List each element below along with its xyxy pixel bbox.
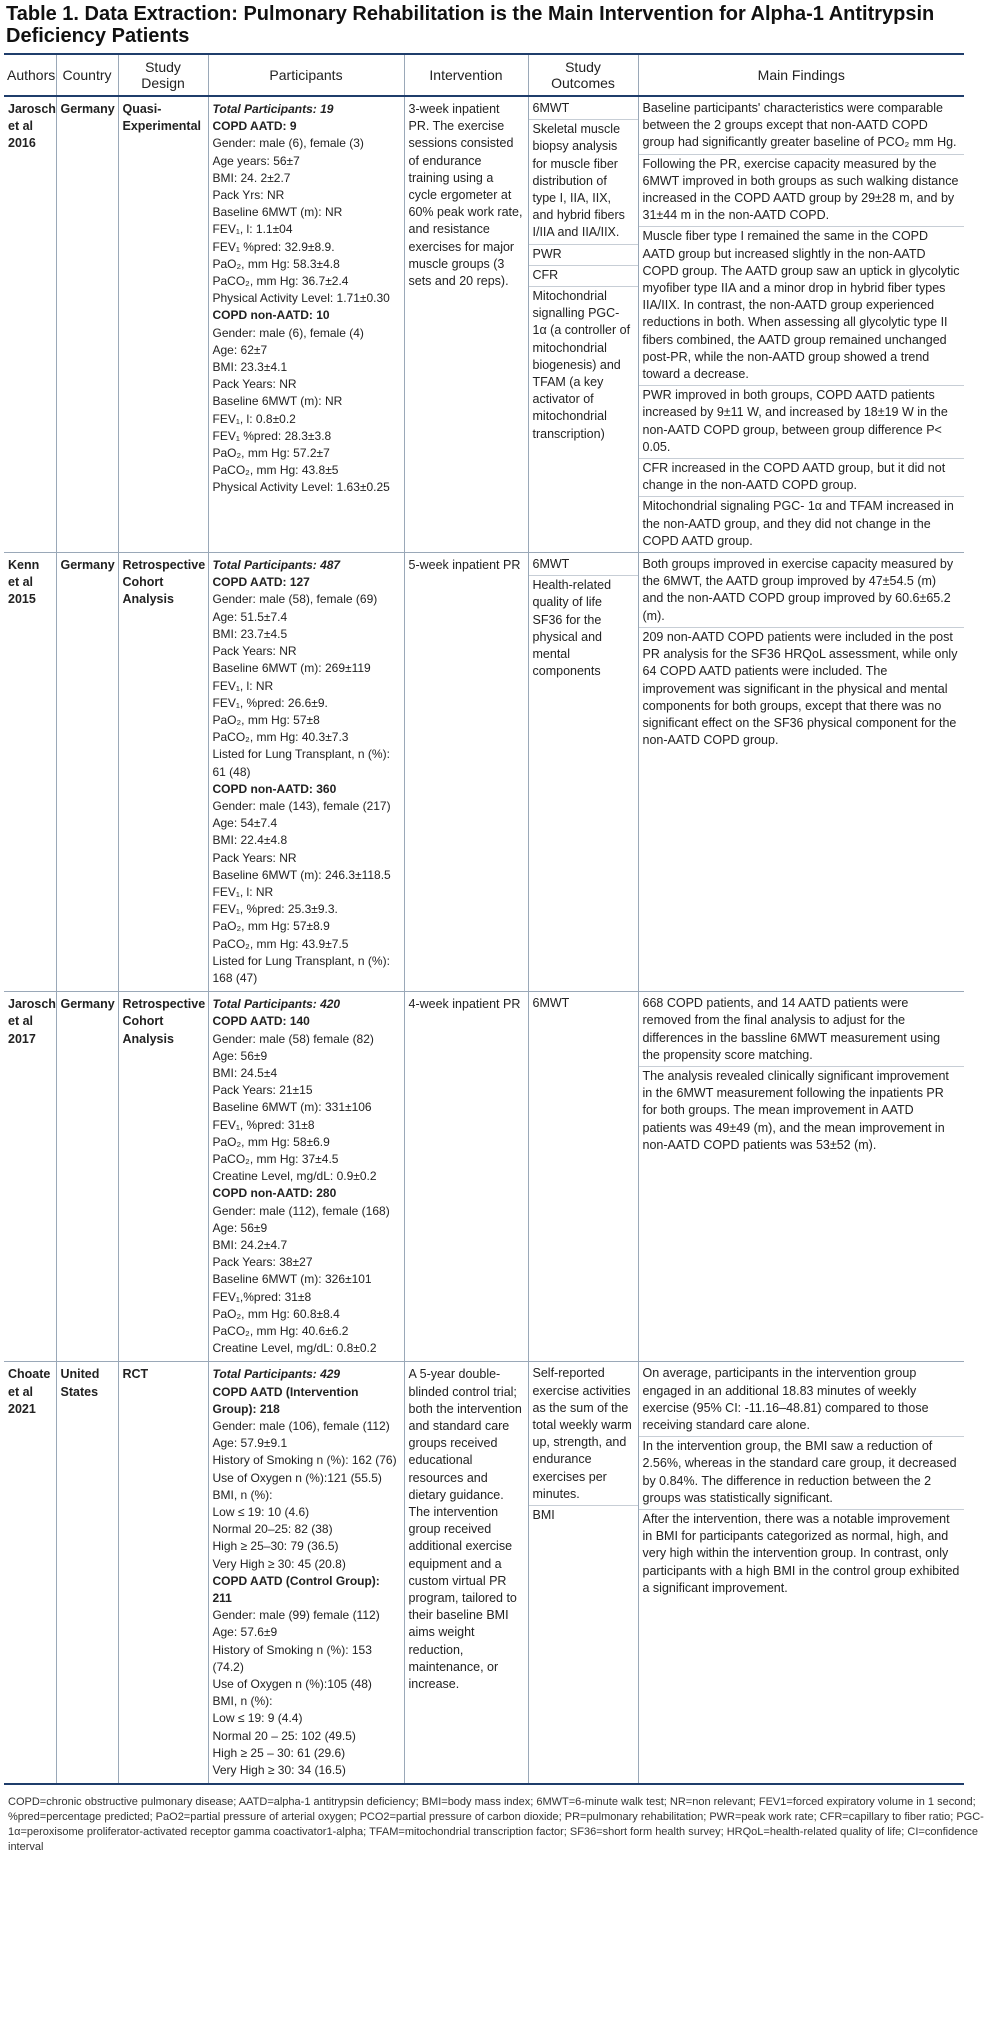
participants-line: PaCO₂, mm Hg: 40.3±7.3: [212, 730, 349, 745]
finding-item: Muscle fiber type I remained the same in the COPD AATD group but increased slightly in the non-AATD COPD group. The AATD group saw an uptick in glycolytic myofiber type IIA and a minor drop in hybrid fiber types IIA/IIX. In contrast, the non-AATD group experienced reductions in both. When assessing all glycolytic type II fibers combined, the AATD group remained unchanged post-PR, while the non-AATD group showed a trend toward a decrease.: [639, 227, 965, 386]
participants-line: Physical Activity Level: 1.63±0.25: [212, 480, 390, 495]
table-row: [4, 553, 964, 992]
finding-item: In the intervention group, the BMI saw a reduction of 2.56%, whereas in the standard care group, it decreased by 0.84%. The difference in reduction between the 2 groups was statistically significant.: [639, 1437, 965, 1510]
participants-line: BMI: 23.7±4.5: [212, 626, 288, 641]
header-main-findings: Main Findings: [638, 54, 964, 96]
cell-intervention: 5-week inpatient PR: [404, 553, 528, 992]
participants-total: Total Participants: 19: [212, 102, 334, 116]
cell-participants: [208, 1362, 404, 1784]
outcome-item: 6MWT: [529, 99, 638, 120]
participants-line: FEV₁, %pred: 25.3±9.3.: [212, 902, 338, 917]
participants-line: FEV₁, l: 0.8±0.2: [212, 411, 296, 426]
participants-line: Baseline 6MWT (m): NR: [212, 205, 343, 220]
participants-line: Creatine Level, mg/dL: 0.8±0.2: [212, 1341, 377, 1356]
outcome-item: Mitochondrial signalling PGC-1α (a controller of mitochondrial biogenesis) and TFAM (a key activator of mitochondrial transcription): [532, 289, 631, 441]
participants-line: FEV₁, l: 1.1±04: [212, 222, 293, 237]
table-title: Table 1. Data Extraction: Pulmonary Rehabilitation is the Main Intervention for Alpha-1 Antitrypsin Deficiency Patients: [6, 3, 935, 47]
participants-line: Pack Years: 38±27: [212, 1255, 313, 1270]
outcome-item: PWR: [529, 245, 638, 266]
participants-line: High ≥ 25–30: 79 (36.5): [212, 1539, 339, 1554]
participants-line: PaO₂, mm Hg: 58.3±4.8: [212, 256, 340, 271]
participants-line: Very High ≥ 30: 45 (20.8): [212, 1556, 346, 1571]
participants-line: BMI: 24.2±4.7: [212, 1238, 288, 1252]
participants-line: BMI: 23.3±4.1: [212, 360, 288, 375]
participants-line: Gender: male (6), female (3): [212, 136, 364, 151]
participants-group: COPD AATD: 127: [212, 575, 310, 590]
participants-line: Pack Yrs: NR: [212, 188, 285, 203]
cell-study-design: RCT: [118, 1362, 208, 1784]
cell-study-outcomes: [528, 553, 638, 992]
participants-line: Baseline 6MWT (m): NR: [212, 394, 343, 409]
participants-line: Normal 20 – 25: 102 (49.5): [212, 1728, 356, 1743]
cell-intervention: A 5-year double-blinded control trial; both the intervention and standard care groups received educational resources and dietary guidance. The intervention group received additional exercise equipment and a custom virtual PR program, tailored to their baseline BMI aims weight reduction, maintenance, or increase.: [404, 1362, 528, 1784]
participants-line: Very High ≥ 30: 34 (16.5): [212, 1763, 346, 1778]
cell-main-findings: [638, 992, 964, 1362]
participants-line: Age years: 56±7: [212, 153, 300, 168]
finding-item: On average, participants in the intervention group engaged in an additional 18.83 minutes of weekly exercise (95% CI: -11.16–48.81) compared to those receiving standard care alone.: [639, 1364, 965, 1437]
participants-line: Age: 57.9±9.1: [212, 1436, 288, 1451]
finding-item: After the intervention, there was a notable improvement in BMI for participants categorized as normal, high, and very high within the intervention group. In contrast, only participants with a high BMI in the control group exhibited a significant improvement.: [642, 1512, 960, 1595]
cell-country: Germany: [56, 96, 118, 553]
participants-line: FEV₁, l: NR: [212, 678, 274, 693]
header-study-outcomes: Study Outcomes: [528, 54, 638, 96]
participants-line: Gender: male (6), female (4): [212, 325, 364, 340]
participants-line: FEV₁, %pred: 26.6±9.: [212, 695, 328, 710]
outcome-item: 6MWT: [532, 996, 570, 1011]
cell-participants: [208, 553, 404, 992]
cell-study-outcomes: [528, 992, 638, 1362]
header-row: [4, 54, 964, 96]
participants-line: PaO₂, mm Hg: 57±8: [212, 712, 320, 727]
finding-item: 209 non-AATD COPD patients were included in the post PR analysis for the SF36 HRQoL assessment, while only 64 COPD AATD patients were included. The improvement was significant in the physical and mental components for both groups, except that there was no significant effect on the SF36 physical component for the non-AATD COPD group.: [642, 629, 958, 748]
cell-country: Germany: [56, 553, 118, 992]
cell-authors: Kenn et al 2015: [4, 553, 56, 992]
participants-line: FEV₁ %pred: 32.9±8.9.: [212, 239, 335, 254]
header-participants: Participants: [208, 54, 404, 96]
participants-line: FEV₁,%pred: 31±8: [212, 1289, 312, 1304]
participants-line: BMI, n (%):: [212, 1694, 273, 1709]
participants-line: Creatine Level, mg/dL: 0.9±0.2: [212, 1169, 377, 1184]
participants-group: COPD non-AATD: 360: [212, 781, 337, 796]
outcome-item: Skeletal muscle biopsy analysis for muscle fiber distribution of type I, IIA, IIX, and hybrid fibers I/IIA and IIA/IIX.: [529, 120, 638, 244]
participants-line: Age: 62±7: [212, 342, 268, 357]
header-intervention: Intervention: [404, 54, 528, 96]
participants-line: Gender: male (58), female (69): [212, 592, 378, 607]
participants-line: FEV₁ %pred: 28.3±3.8: [212, 428, 332, 443]
participants-group: COPD AATD: 140: [212, 1014, 310, 1029]
cell-intervention: 4-week inpatient PR: [404, 992, 528, 1362]
outcome-item: Health-related quality of life SF36 for the physical and mental components: [532, 578, 612, 679]
cell-study-outcomes: [528, 96, 638, 553]
participants-line: Gender: male (99) female (112): [212, 1608, 380, 1623]
cell-main-findings: [638, 96, 964, 553]
participants-line: Low ≤ 19: 9 (4.4): [212, 1711, 303, 1726]
finding-item: PWR improved in both groups, COPD AATD patients increased by 9±11 W, and increased by 18±19 W in the non-AATD COPD group, between group difference P< 0.05.: [639, 386, 965, 459]
participants-group: COPD non-AATD: 10: [212, 308, 330, 323]
participants-group: COPD AATD (Intervention Group): 218: [212, 1384, 359, 1416]
outcome-item: CFR: [529, 266, 638, 287]
header-authors: Authors: [4, 54, 56, 96]
participants-line: Age: 51.5±7.4: [212, 609, 288, 624]
table-footnote: COPD=chronic obstructive pulmonary disease; AATD=alpha-1 antitrypsin deficiency; BMI=body mass index; 6MWT=6-minute walk test; NR=non relevant; FEV1=forced expiratory volume in 1 second; %pred=percentage predicted; PaO2=partial pressure of arterial oxygen; PCO2=partial pressure of carbon dioxide; PR=pulmonary rehabilitation; PWR=peak work rate; CFR=capillary to fiber ratio; PGC-1α=peroxisome proliferator-activated receptor gamma coactivator1-alpha; TFAM=mitochondrial transcription factor; SF36=short form health survey; HRQoL=health-related quality of life; CI=confidence interval: [8, 1796, 984, 1854]
participants-line: Physical Activity Level: 1.71±0.30: [212, 291, 390, 306]
participants-line: Baseline 6MWT (m): 331±106: [212, 1100, 372, 1115]
participants-line: Pack Years: NR: [212, 850, 297, 865]
participants-line: PaCO₂, mm Hg: 43.9±7.5: [212, 936, 349, 951]
finding-item: Baseline participants' characteristics were comparable between the 2 groups except that non-AATD COPD group had significantly greater baseline of PCO₂ mm Hg.: [639, 99, 965, 155]
cell-participants: [208, 992, 404, 1362]
participants-line: High ≥ 25 – 30: 61 (29.6): [212, 1745, 346, 1760]
participants-line: Pack Years: 21±15: [212, 1083, 313, 1098]
participants-line: History of Smoking n (%): 153 (74.2): [212, 1642, 372, 1674]
cell-participants: [208, 96, 404, 553]
participants-line: Age: 56±9: [212, 1220, 268, 1235]
cell-intervention: 3-week inpatient PR. The exercise sessions consisted of endurance training using a cycle ergometer at 60% peak work rate, and resistance exercises for major muscle groups (3 sets and 20 reps).: [404, 96, 528, 553]
data-extraction-table: [4, 53, 964, 1785]
cell-study-design: Quasi-Experimental: [118, 96, 208, 553]
participants-total: Total Participants: 429: [212, 1367, 341, 1382]
participants-group: COPD AATD (Control Group): 211: [212, 1573, 380, 1606]
cell-authors: Jarosch et al 2017: [4, 992, 56, 1362]
participants-line: Gender: male (112), female (168): [212, 1203, 390, 1218]
finding-item: Mitochondrial signaling PGC- 1α and TFAM increased in the non-AATD group, and they did not change in the COPD AATD group.: [642, 499, 954, 548]
cell-country: United States: [56, 1362, 118, 1784]
finding-item: CFR increased in the COPD AATD group, but it did not change in the non-AATD COPD group.: [639, 459, 965, 497]
cell-study-design: Retrospective Cohort Analysis: [118, 992, 208, 1362]
participants-line: FEV₁, l: NR: [212, 884, 274, 899]
participants-line: Baseline 6MWT (m): 326±101: [212, 1272, 372, 1287]
participants-line: PaO₂, mm Hg: 58±6.9: [212, 1134, 330, 1149]
cell-authors: Jarosch et al 2016: [4, 96, 56, 553]
participants-line: PaCO₂, mm Hg: 43.8±5: [212, 463, 339, 478]
cell-country: Germany: [56, 992, 118, 1362]
participants-line: Gender: male (143), female (217): [212, 798, 391, 813]
participants-line: Baseline 6MWT (m): 269±119: [212, 661, 371, 676]
finding-item: 668 COPD patients, and 14 AATD patients were removed from the final analysis to adjust for the differences in the bassline 6MWT measurement using the propensity score matching.: [639, 994, 965, 1067]
participants-line: Baseline 6MWT (m): 246.3±118.5: [212, 867, 391, 882]
cell-authors: Choate et al 2021: [4, 1362, 56, 1784]
participants-line: Pack Years: NR: [212, 377, 297, 392]
participants-line: Gender: male (58) female (82): [212, 1031, 374, 1046]
participants-line: BMI: 24.5±4: [212, 1065, 278, 1080]
participants-line: Normal 20–25: 82 (38): [212, 1522, 333, 1537]
participants-total: Total Participants: 420: [212, 997, 341, 1012]
participants-line: PaCO₂, mm Hg: 36.7±2.4: [212, 274, 349, 289]
participants-line: Low ≤ 19: 10 (4.6): [212, 1505, 310, 1520]
participants-line: BMI: 24. 2±2.7: [212, 170, 291, 185]
participants-group: COPD non-AATD: 280: [212, 1186, 337, 1201]
participants-line: FEV₁, %pred: 31±8: [212, 1117, 315, 1132]
participants-line: PaO₂, mm Hg: 60.8±8.4: [212, 1306, 340, 1321]
participants-line: Age: 57.6±9: [212, 1625, 278, 1640]
participants-line: Gender: male (106), female (112): [212, 1419, 390, 1434]
participants-group: COPD AATD: 9: [212, 119, 297, 134]
participants-line: BMI, n (%):: [212, 1487, 273, 1502]
cell-main-findings: [638, 1362, 964, 1784]
participants-total: Total Participants: 487: [212, 558, 341, 573]
finding-item: Following the PR, exercise capacity measured by the 6MWT improved in both groups as such walking distance increased in the COPD AATD group by 29±28 m, and by 31±44 m in the non-AATD COPD.: [639, 155, 965, 228]
outcome-item: 6MWT: [529, 555, 638, 576]
cell-main-findings: [638, 553, 964, 992]
participants-line: PaCO₂, mm Hg: 40.6±6.2: [212, 1324, 349, 1339]
cell-study-design: Retrospective Cohort Analysis: [118, 553, 208, 992]
participants-line: PaO₂, mm Hg: 57.2±7: [212, 446, 330, 461]
participants-line: History of Smoking n (%): 162 (76): [212, 1453, 397, 1468]
outcome-item: BMI: [532, 1508, 555, 1523]
table-row: [4, 1362, 964, 1784]
participants-line: Use of Oxygen n (%):121 (55.5): [212, 1470, 382, 1485]
participants-line: Age: 54±7.4: [212, 816, 278, 831]
cell-study-outcomes: [528, 1362, 638, 1784]
participants-line: Listed for Lung Transplant, n (%): 168 (47): [212, 953, 390, 985]
participants-line: Listed for Lung Transplant, n (%): 61 (48): [212, 747, 390, 779]
finding-item: The analysis revealed clinically significant improvement in the 6MWT measurement following the inpatients PR for both groups. The mean improvement in AATD patients was 49±49 (m), and the mean improvement in non-AATD COPD patients was 53±52 (m).: [642, 1068, 949, 1152]
participants-line: PaO₂, mm Hg: 57±8.9: [212, 919, 330, 934]
table-row: [4, 992, 964, 1362]
participants-line: PaCO₂, mm Hg: 37±4.5: [212, 1151, 339, 1166]
participants-line: Age: 56±9: [212, 1048, 268, 1063]
table-row: [4, 96, 964, 553]
header-study-design: Study Design: [118, 54, 208, 96]
participants-line: Pack Years: NR: [212, 644, 297, 659]
header-country: Country: [56, 54, 118, 96]
participants-line: BMI: 22.4±4.8: [212, 833, 288, 848]
outcome-item: Self-reported exercise activities as the sum of the total weekly warm up, strength, and endurance exercises per minutes.: [529, 1364, 638, 1506]
finding-item: Both groups improved in exercise capacity measured by the 6MWT, the AATD group improved by 47±54.5 (m) and the non-AATD COPD group improved by 60.6±65.2 (m).: [639, 555, 965, 628]
participants-line: Use of Oxygen n (%):105 (48): [212, 1677, 372, 1692]
